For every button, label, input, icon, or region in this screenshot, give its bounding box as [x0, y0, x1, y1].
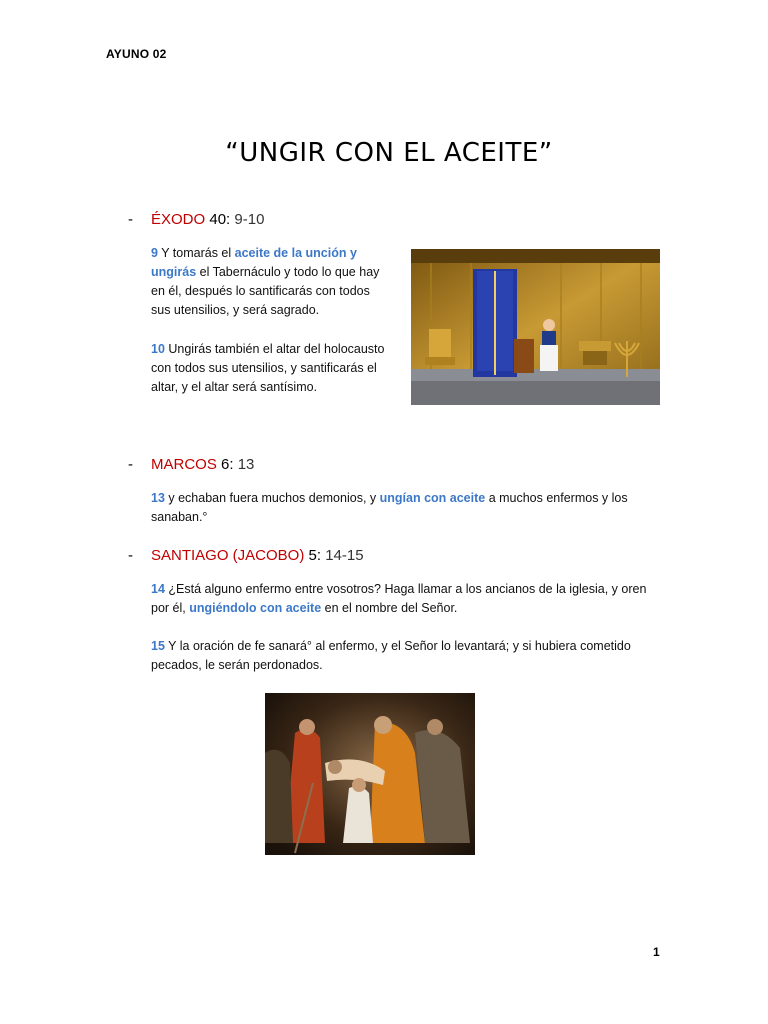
chapter-number: 40: [209, 211, 231, 228]
list-dash: - [128, 547, 133, 564]
verse-text: en el nombre del Señor. [321, 601, 458, 615]
chapter-number: 5: [308, 547, 322, 564]
verse-number: 15 [151, 639, 165, 653]
tabernacle-painting [411, 249, 660, 405]
verse-highlight: ungían con aceite [379, 491, 486, 505]
scripture-reference-santiago [128, 547, 364, 564]
verse-number: 9 [151, 246, 158, 260]
verse-highlight: ungiéndolo con aceite [189, 601, 322, 615]
verse-paragraph [151, 580, 666, 618]
page-title: “UNGIR CON EL ACEITE” [225, 138, 553, 168]
list-dash: - [128, 211, 133, 228]
book-name: ÉXODO [151, 211, 206, 228]
verse-paragraph [151, 244, 391, 320]
page-number: 1 [653, 945, 660, 959]
book-name: SANTIAGO (JACOBO) [151, 547, 305, 564]
scripture-reference-marcos [128, 456, 254, 473]
book-name: MARCOS [151, 456, 217, 473]
verse-highlight: aceite de la unción y ungirás [151, 246, 357, 279]
document-header: AYUNO 02 [106, 47, 167, 61]
verse-paragraph [151, 340, 391, 397]
verse-text: el Tabernáculo y todo lo que hay en él, después lo santificarás con todos sus utensilios, y será sagrado. [151, 265, 380, 317]
verse-text: Y la oración de fe sanará° al enfermo, y el Señor lo levantará; y si hubiera cometido pecados, le serán perdonados. [151, 639, 631, 672]
verse-range: 13 [237, 456, 255, 473]
verse-number: 14 [151, 582, 165, 596]
verse-text: ¿Está alguno enfermo entre vosotros? Haga llamar a los ancianos de la iglesia, y oren por él, [151, 582, 647, 615]
verse-text: a muchos enfermos y los sanaban.° [151, 491, 628, 524]
list-dash: - [128, 456, 133, 473]
verse-text: y echaban fuera muchos demonios, y [164, 491, 380, 505]
verse-number: 10 [151, 342, 165, 356]
verse-text: Y tomarás el [157, 246, 235, 260]
verse-paragraph [151, 489, 661, 527]
chapter-number: 6: [221, 456, 234, 473]
verse-range: 9-10 [234, 211, 265, 228]
verse-paragraph [151, 637, 631, 675]
healing-painting [265, 693, 475, 855]
verse-number: 13 [151, 491, 165, 505]
verse-text: Ungirás también el altar del holocausto con todos sus utensilios, y santificarás el altar, y el altar será santísimo. [151, 342, 385, 394]
scripture-reference-exodo [128, 211, 264, 228]
verse-range: 14-15 [325, 547, 364, 564]
